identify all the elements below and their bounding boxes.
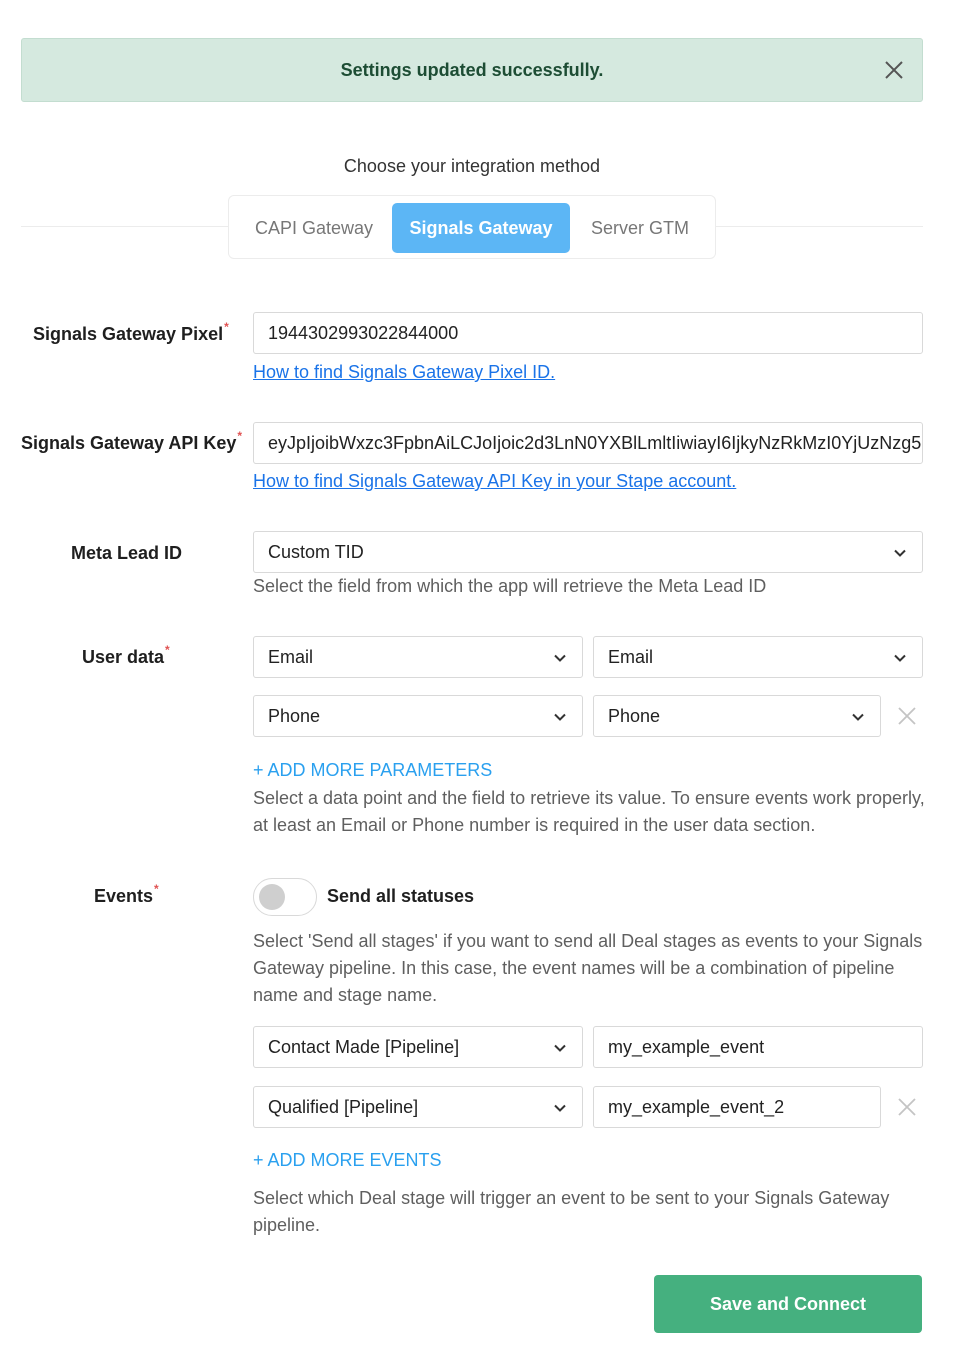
event-name-input-wrap (593, 1026, 923, 1068)
add-more-parameters-button[interactable]: + ADD MORE PARAMETERS (253, 760, 493, 780)
chevron-down-icon (552, 650, 568, 666)
user-data-help: Select a data point and the field to retrieve its value. To ensure events work properly, at least an Email or Phone number is required in the user data section. (253, 788, 925, 835)
select-value: Contact Made [Pipeline] (268, 1036, 460, 1057)
select-value: Phone (268, 705, 321, 726)
select-value: Email (268, 646, 314, 667)
api-key-label: Signals Gateway API Key* (21, 429, 243, 453)
tab-server-gtm[interactable]: Server GTM (590, 217, 689, 238)
user-data-source-select[interactable] (253, 636, 583, 678)
event-stage-select[interactable] (253, 1086, 583, 1128)
toggle-knob (259, 884, 285, 910)
user-data-target-select[interactable] (593, 695, 881, 737)
close-icon[interactable] (882, 58, 906, 82)
events-toggle-help: Select 'Send all stages' if you want to send all Deal stages as events to your Signals Gateway pipeline. In this case, the event names will be a combination of pipeline name and stage name. (253, 931, 923, 1005)
remove-row-icon[interactable] (896, 1096, 918, 1118)
save-and-connect-button[interactable]: Save and Connect (654, 1275, 922, 1333)
api-key-help-link[interactable]: How to find Signals Gateway API Key in your Stape account. (253, 471, 737, 491)
select-value: Phone (608, 705, 661, 726)
event-name-input-wrap (593, 1086, 881, 1128)
select-value: Qualified [Pipeline] (268, 1096, 419, 1117)
remove-row-icon[interactable] (896, 705, 918, 727)
integration-tabs (228, 195, 716, 259)
pixel-label: Signals Gateway Pixel* (33, 320, 229, 344)
alert-message: Settings updated successfully. (340, 59, 604, 80)
chevron-down-icon (552, 1100, 568, 1116)
user-data-target-select[interactable] (593, 636, 923, 678)
integration-method-title: Choose your integration method (343, 156, 601, 176)
meta-lead-select[interactable] (253, 531, 923, 573)
meta-lead-help: Select the field from which the app will retrieve the Meta Lead ID (253, 576, 767, 596)
meta-lead-label: Meta Lead ID (71, 543, 183, 563)
success-alert (21, 38, 923, 102)
events-help: Select which Deal stage will trigger an event to be sent to your Signals Gateway pipeline. (253, 1188, 890, 1235)
send-all-statuses-toggle[interactable] (253, 878, 317, 916)
events-label: Events* (94, 882, 159, 906)
pixel-input-wrap (253, 312, 923, 354)
meta-lead-value: Custom TID (268, 541, 364, 562)
add-more-events-button[interactable]: + ADD MORE EVENTS (253, 1150, 442, 1170)
tab-signals-gateway[interactable]: Signals Gateway (392, 203, 570, 253)
pixel-input[interactable] (268, 323, 922, 344)
tab-capi-gateway[interactable]: CAPI Gateway (254, 217, 374, 238)
pixel-help-link[interactable]: How to find Signals Gateway Pixel ID. (253, 362, 556, 382)
api-key-input-wrap (253, 422, 923, 464)
chevron-down-icon (892, 650, 908, 666)
chevron-down-icon (552, 709, 568, 725)
event-name-input[interactable] (608, 1097, 880, 1118)
event-name-input[interactable] (608, 1037, 922, 1058)
event-stage-select[interactable] (253, 1026, 583, 1068)
user-data-source-select[interactable] (253, 695, 583, 737)
select-value: Email (608, 646, 654, 667)
send-all-statuses-label: Send all statuses (327, 886, 475, 906)
chevron-down-icon (892, 545, 908, 561)
user-data-label: User data* (82, 643, 170, 667)
chevron-down-icon (850, 709, 866, 725)
api-key-input[interactable] (268, 433, 922, 454)
chevron-down-icon (552, 1040, 568, 1056)
